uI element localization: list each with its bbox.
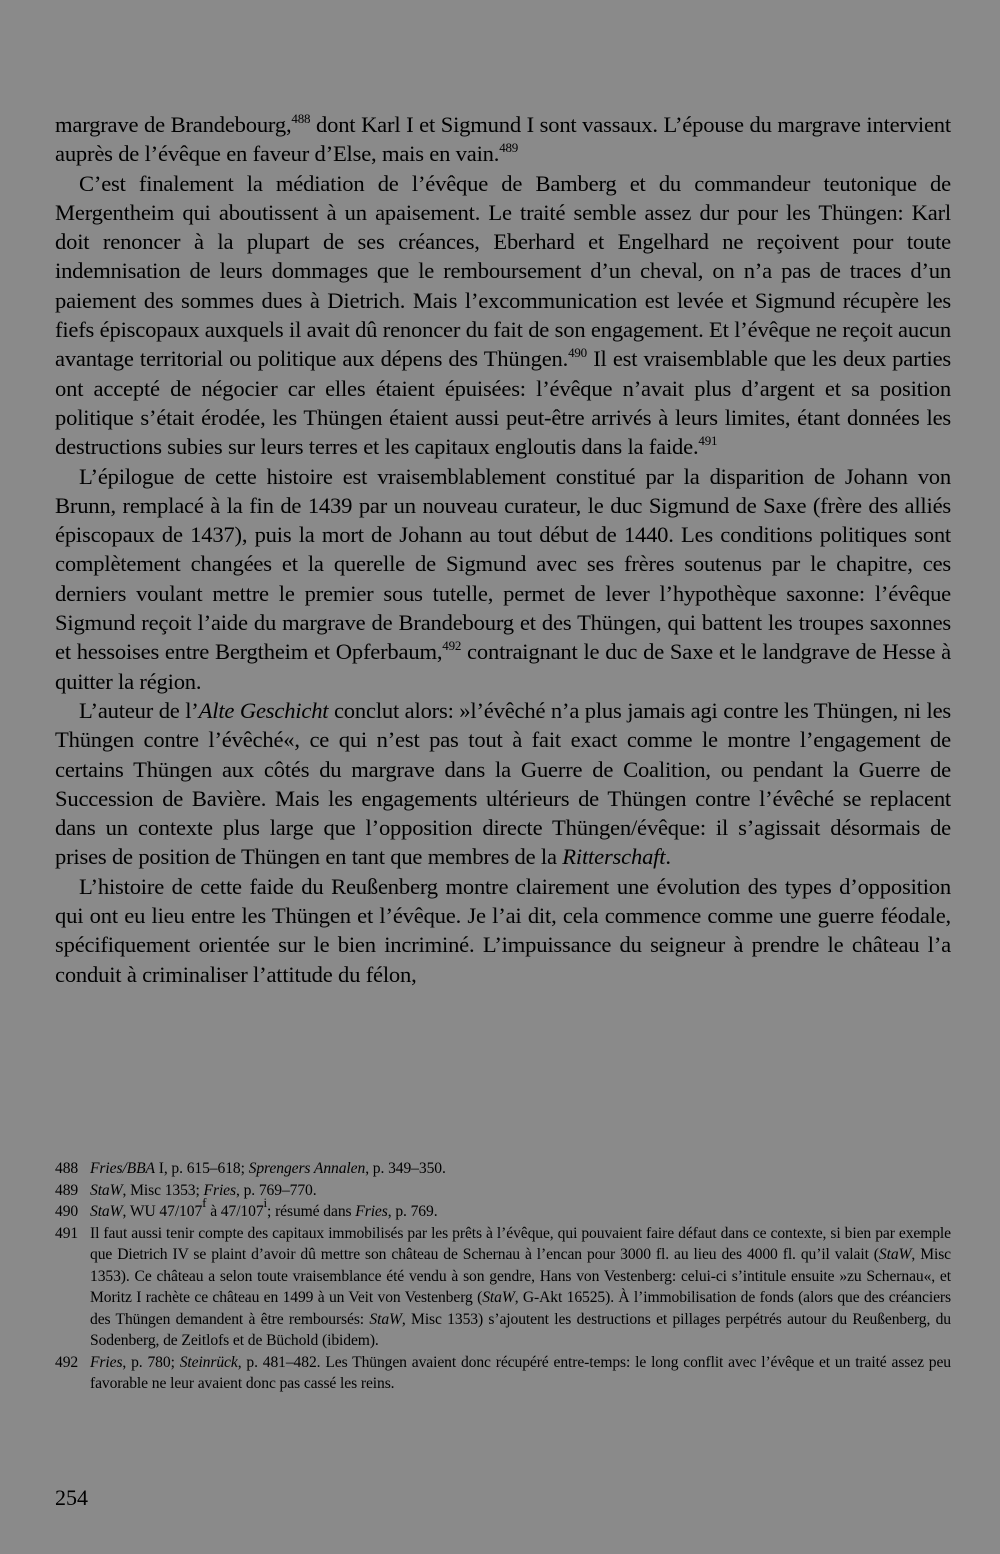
italic-text: StaW bbox=[90, 1203, 123, 1220]
footnote-reference: 491 bbox=[698, 433, 718, 449]
text-run: , p. 769–770. bbox=[235, 1181, 317, 1199]
main-text bbox=[55, 110, 951, 989]
italic-text: Ritterschaft bbox=[562, 844, 666, 870]
footnote-reference: f bbox=[202, 1195, 207, 1210]
italic-text: Fries bbox=[203, 1181, 236, 1199]
footnote-number: 492 bbox=[55, 1353, 79, 1371]
footnotes bbox=[55, 1158, 951, 1395]
text-run: , Misc 1353) s’ajoutent les destructions et pillages perpétrés autour du Reußenberg, du Sodenberg, de Zeitlofs et de Büchold (ibidem). bbox=[90, 1310, 951, 1349]
text-run: , p. 349–350. bbox=[365, 1160, 446, 1177]
text-run: conclut alors: »l’évêché n’a plus jamais agi contre les Thüngen, ni les Thüngen contre l’évêché«, ce qui n’est pas tout à fait exact comme le montre l’engagement de certains Thüngen aux côtés du margrave dans la Guerre de Coalition, ou pendant la Guerre de Succession de Bavière. Mais les engagements ultérieurs de Thüngen contre l’évêché se replacent dans un contexte plus large que l’opposition directe Thüngen/évêque: il s’agissait désormais de prises de position de Thüngen en tant que membres de la bbox=[55, 697, 951, 870]
italic-text: StaW bbox=[482, 1289, 515, 1306]
footnote-reference: 489 bbox=[499, 140, 519, 156]
footnote-number: 491 bbox=[55, 1224, 79, 1242]
text-run: C’est finalement la médiation de l’évêque de Bamberg et du commandeur teutonique de Mergentheim qui aboutissent à un apaisement. Le traité semble assez dur pour les Thüngen: Karl doit renoncer à la plupart de ses créances, Eberhard et Engelhard ne reçoivent pour toute indemnisation de leurs dommages que le remboursement d’un cheval, on n’a pas de traces d’un paiement des sommes dues à Dietrich. Mais l’excommunication est levée et Sigmund récupère les fiefs épiscopaux auxquels il avait dû renoncer du fait de son engagement. Et l’évêque ne reçoit aucun avantage territorial ou politique aux dépens des Thüngen. bbox=[55, 170, 951, 372]
text-run: contraignant le duc de Saxe et le landgrave de Hesse à quitter la région. bbox=[55, 639, 951, 694]
footnote-text bbox=[90, 1195, 951, 1223]
text-run: à 47/107 bbox=[206, 1203, 264, 1220]
footnote bbox=[55, 1352, 951, 1395]
footnote-text bbox=[90, 1223, 951, 1352]
paragraph bbox=[55, 462, 951, 696]
footnote bbox=[55, 1180, 951, 1202]
footnote-text bbox=[90, 1180, 951, 1202]
text-run: Il faut aussi tenir compte des capitaux immobilisés par les prêts à l’évêque, qui pouvaient faire défaut dans ce contexte, si bien par exemple que Dietrich IV se plaint d’avoir dû mettre son château de Schernau à l’encan pour 3000 fl. au lieu des 4000 fl. qu’il valait ( bbox=[90, 1224, 951, 1263]
footnote bbox=[55, 1158, 951, 1180]
text-run: , p. 769. bbox=[387, 1203, 438, 1220]
italic-text: StaW bbox=[90, 1181, 123, 1199]
text-run: Il est vraisemblable que les deux parties ont accepté de négocier car elles étaient épuisées: l’évêque n’avait plus d’argent et sa position politique s’était érodée, les Thüngen étaient aussi peut-être arrivés à leurs limites, étant données les destructions subies sur leurs terres et les capitaux engloutis dans la faide. bbox=[55, 346, 951, 460]
text-run: , p. 481–482. Les Thüngen avaient donc récupéré entre-temps: le long conflit avec l’évêque et un traité assez peu favorable ne leur avaient donc pas cassé les reins. bbox=[90, 1353, 952, 1392]
italic-text: Fries bbox=[90, 1353, 123, 1371]
footnote-text bbox=[90, 1352, 951, 1395]
page-number: 254 bbox=[55, 1485, 88, 1510]
text-run: L’histoire de cette faide du Reußenberg montre clairement une évolution des types d’opposition qui ont eu lieu entre les Thüngen et l’évêque. Je l’ai dit, cela commence comme une guerre féodale, spécifiquement orientée sur le bien incriminé. L’impuissance du seigneur à prendre le château l’a conduit à criminaliser l’attitude du félon, bbox=[55, 873, 951, 987]
text-run: , WU 47/107 bbox=[122, 1203, 203, 1220]
footnote-text bbox=[90, 1158, 951, 1180]
text-run: , p. 780; bbox=[122, 1353, 180, 1371]
footnote-number: 490 bbox=[55, 1203, 79, 1220]
italic-text: Sprengers Annalen bbox=[248, 1160, 366, 1177]
paragraph bbox=[55, 169, 951, 462]
paragraph bbox=[55, 872, 951, 989]
footnote-reference: 488 bbox=[291, 111, 311, 126]
footnote bbox=[55, 1223, 951, 1352]
italic-text: StaW bbox=[369, 1310, 402, 1328]
text-run: , Misc 1353). Ce château a selon toute vraisemblance été vendu à son gendre, Hans von Vestenberg: celui-ci s’intitule ensuite »zu Schernau«, et Moritz I rachète ce château en 1499 à un Veit von Vestenberg ( bbox=[90, 1246, 951, 1306]
text-run: margrave de Brandebourg, bbox=[55, 112, 292, 137]
footnote-number: 488 bbox=[55, 1160, 79, 1177]
footnote-number: 489 bbox=[55, 1181, 79, 1199]
text-run: , G-Akt 16525). À l’immobilisation de fonds (alors que des créanciers des Thüngen demandent à être remboursés: bbox=[90, 1289, 951, 1328]
body-paragraphs bbox=[55, 110, 951, 989]
italic-text: Steinrück bbox=[179, 1353, 238, 1371]
footnote-reference: 492 bbox=[442, 638, 462, 654]
text-run: L’épilogue de cette histoire est vraisemblablement constitué par la disparition de Johann von Brunn, remplacé à la fin de 1439 par un nouveau curateur, le duc Sigmund de Saxe (frère des alliés épiscopaux de 1437), puis la mort de Johann au tout début de 1440. Les conditions politiques sont complètement changées et la querelle de Sigmund avec ses frères soutenus par le chapitre, ces derniers voulant mettre le premier sous tutelle, permet de lever l’hypothèque saxonne: l’évêque Sigmund reçoit l’aide du margrave de Brandebourg et des Thüngen, qui battent les troupes saxonnes et hessoises entre Bergtheim et Opferbaum, bbox=[55, 463, 951, 665]
paragraph bbox=[55, 110, 951, 169]
italic-text: StaW bbox=[878, 1246, 912, 1263]
text-run: , Misc 1353; bbox=[122, 1181, 204, 1199]
footnote-reference: 490 bbox=[568, 345, 587, 361]
text-run: ; résumé dans bbox=[267, 1203, 356, 1220]
text-run: dont Karl I et Sigmund I sont vassaux. L’épouse du margrave intervient auprès de l’évêque en faveur d’Else, mais en vain. bbox=[55, 112, 951, 167]
text-run: L’auteur de l’ bbox=[79, 697, 199, 723]
text-run: I, p. 615–618; bbox=[154, 1160, 249, 1177]
paragraph bbox=[55, 696, 951, 872]
footnote bbox=[55, 1195, 951, 1223]
text-run: . bbox=[665, 844, 671, 870]
italic-text: Fries bbox=[355, 1203, 388, 1220]
italic-text: Fries/BBA bbox=[90, 1160, 155, 1177]
italic-text: Alte Geschicht bbox=[198, 697, 329, 723]
footnote-reference: i bbox=[263, 1195, 268, 1210]
